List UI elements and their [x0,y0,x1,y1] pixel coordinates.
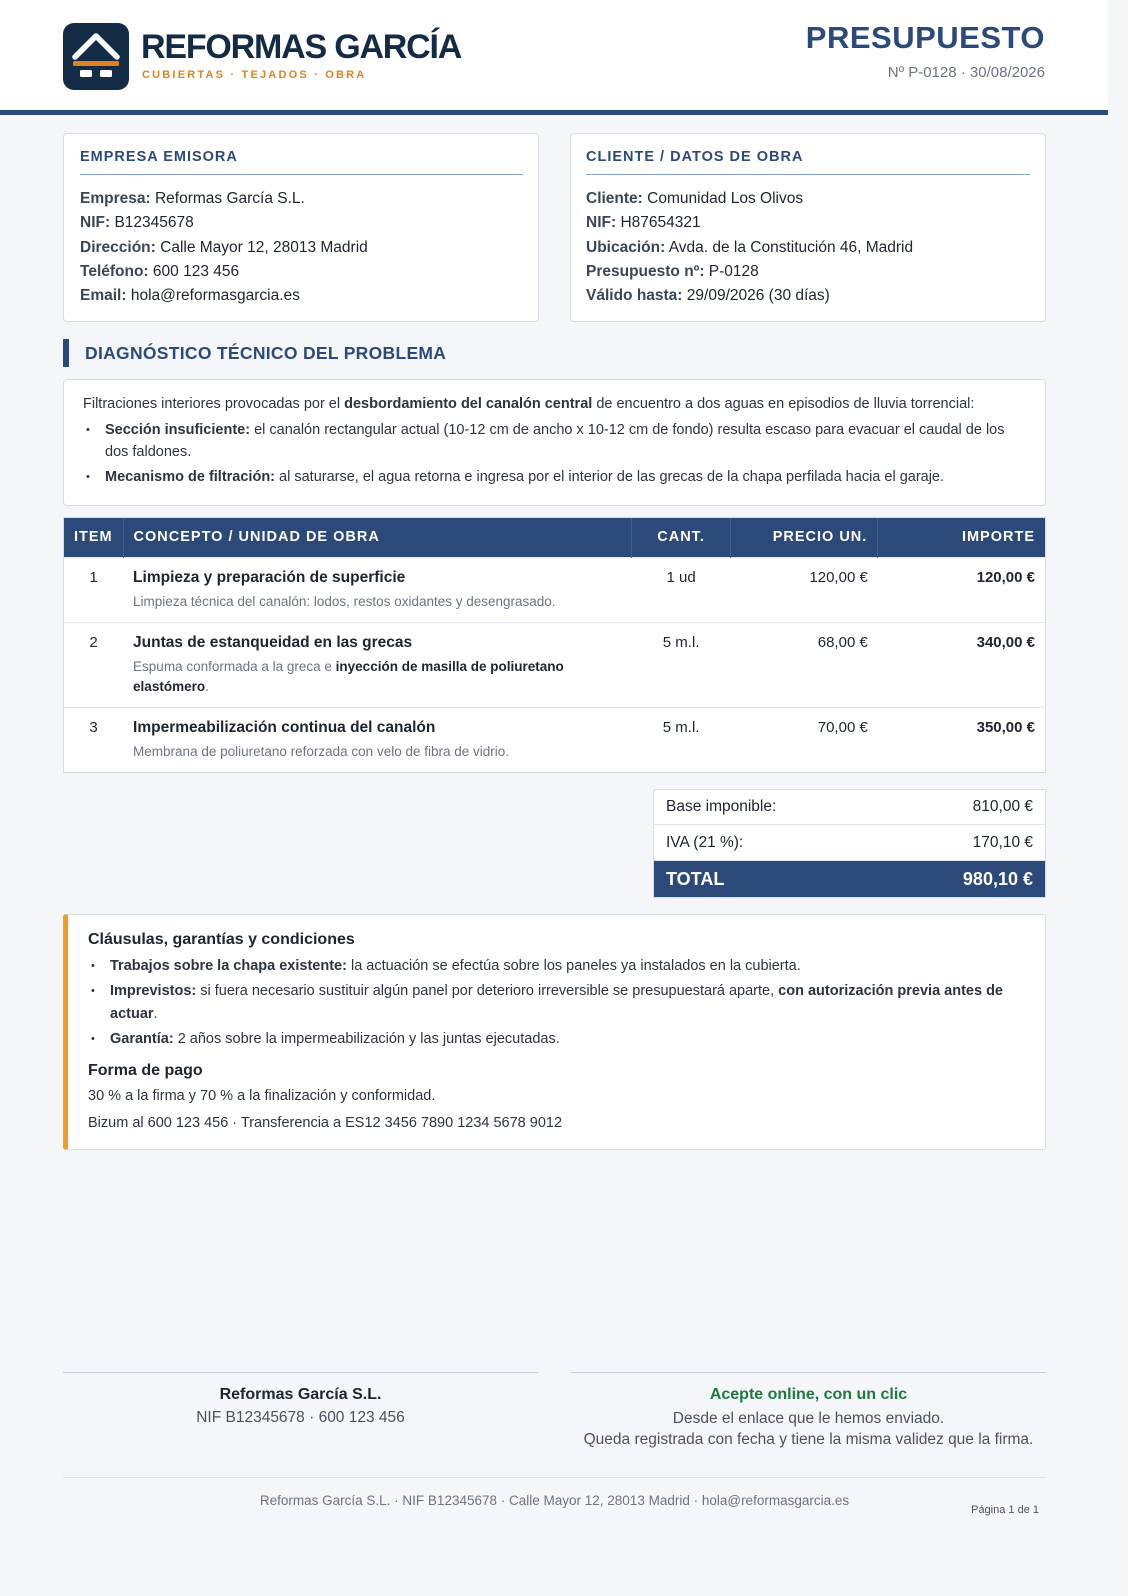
row-concept [123,707,632,772]
online-accept-block [571,1372,1046,1450]
client-nif: NIF: H87654321 [586,214,701,232]
base-value: 810,00 € [972,798,1033,815]
diagnosis-heading: DIAGNÓSTICO TÉCNICO DEL PROBLEMA [63,339,446,367]
row-qty: 5 m.l. [662,718,700,736]
concept-title: Limpieza y preparación de superficie [133,568,406,586]
diagnosis-card [63,379,1046,506]
diagnosis-list [83,419,1026,489]
client-location: Ubicación: Avda. de la Constitución 46, Madrid [586,238,914,256]
totals-box [653,789,1046,898]
signature-company-details: NIF B12345678 · 600 123 456 [196,1409,405,1426]
signature-company-name: Reformas García S.L. [219,1386,382,1403]
row-price: 68,00 € [817,633,868,651]
row-concept [123,622,632,707]
table-header-row [64,518,1045,557]
row-qty: 5 m.l. [662,633,700,651]
row-amount: 120,00 € [976,568,1035,586]
table-row [64,557,1045,622]
items-table [63,517,1046,773]
brand-tagline: CUBIERTAS · TEJADOS · OBRA [142,69,367,81]
row-amount: 340,00 € [976,633,1035,651]
payment-title: Forma de pago [88,1062,203,1079]
concept-desc: Espuma conformada a la greca e inyección de masilla de poliuretano elastómero. [133,658,564,694]
row-qty: 1 ud [666,568,696,586]
page-footer: Reformas García S.L. · NIF B12345678 · Calle Mayor 12, 28013 Madrid · hola@reformasgarcia.es [63,1477,1046,1508]
clauses-card [63,914,1046,1150]
vat-value: 170,10 € [972,833,1033,851]
clause-item: • Imprevistos: si fuera necesario sustituir algún panel por deterioro irreversible se presupuestará aparte, con autorización previa antes de actuar. [88,980,1025,1027]
issuer-phone: Teléfono: 600 123 456 [80,262,240,280]
col-qty: CANT. [632,518,731,557]
client-title: CLIENTE / DATOS DE OBRA [586,149,1030,175]
issuer-email: Email: hola@reformasgarcia.es [80,287,300,305]
issuer-title: EMPRESA EMISORA [80,149,523,175]
col-amount: IMPORTE [961,529,1035,546]
clauses-list [88,955,1025,1051]
document-title: PRESUPUESTO [805,20,1045,55]
row-amount: 350,00 € [976,718,1035,736]
client-name: Cliente: Comunidad Los Olivos [586,190,804,207]
payment-terms: 30 % a la firma y 70 % a la finalización y conformidad. [88,1088,436,1104]
online-accept-line-1: Desde el enlace que le hemos enviado. [672,1410,945,1427]
concept-desc: Limpieza técnica del canalón: lodos, restos oxidantes y desengrasado. [133,593,556,609]
issuer-company: Empresa: Reformas García S.L. [80,190,305,207]
concept-title: Impermeabilización continua del canalón [133,718,436,736]
clause-item: • Garantía: 2 años sobre la impermeabilización y las juntas ejecutadas. [88,1028,1025,1052]
document-header [0,0,1108,115]
house-icon [63,23,129,90]
total-value: 980,10 € [962,868,1033,889]
client-card [570,133,1046,322]
diagnosis-intro: Filtraciones interiores provocadas por el desbordamiento del canalón central de encuentro a dos aguas en episodios de lluvia torrencial: [83,396,975,412]
concept-desc: Membrana de poliuretano reforzada con velo de fibra de vidrio. [133,743,510,759]
total-row [654,861,1045,897]
row-price: 120,00 € [809,568,868,586]
base-label: Base imponible: [666,798,777,815]
brand-name: REFORMAS GARCÍA [141,28,462,66]
issuer-card [63,133,539,322]
col-concept: CONCEPTO / UNIDAD DE OBRA [123,518,632,557]
online-accept-title: Acepte online, con un clic [709,1386,908,1403]
row-item: 1 [89,568,98,586]
clause-item: • Trabajos sobre la chapa existente: la actuación se efectúa sobre los paneles ya instalados en la cubierta. [88,955,1025,979]
row-concept [123,557,632,622]
row-price: 70,00 € [817,718,868,736]
client-valid-until: Válido hasta: 29/09/2026 (30 días) [586,287,830,305]
vat-label: IVA (21 %): [666,833,744,851]
base-row [654,790,1045,825]
online-accept-line-2: Queda registrada con fecha y tiene la misma validez que la firma. [583,1431,1034,1448]
table-row [64,622,1045,707]
col-item: ITEM [64,518,123,557]
row-item: 2 [89,633,98,651]
page-number: Página 1 de 1 [971,1504,1039,1516]
company-logo [63,23,129,90]
table-row [64,707,1045,772]
vat-row [654,825,1045,861]
company-signature-block [63,1372,538,1427]
total-label: TOTAL [666,868,725,889]
issuer-nif: NIF: B12345678 [80,214,194,232]
diagnosis-bullet: • Sección insuficiente: el canalón rectangular actual (10-12 cm de ancho x 10-12 cm de fondo) resulta escaso para evacuar el caudal de los dos faldones. [83,419,1026,464]
diagnosis-bullet: • Mecanismo de filtración: al saturarse, el agua retorna e ingresa por el interior de las grecas de la chapa perfilada hacia el garaje. [83,466,1026,489]
row-item: 3 [89,718,98,736]
clauses-title: Cláusulas, garantías y condiciones [88,931,355,948]
payment-methods: Bizum al 600 123 456 · Transferencia a ES12 3456 7890 1234 5678 9012 [88,1115,563,1131]
concept-title: Juntas de estanqueidad en las grecas [133,633,413,651]
document-number-date: Nº P-0128 · 30/08/2026 [887,64,1045,81]
issuer-address: Dirección: Calle Mayor 12, 28013 Madrid [80,238,368,256]
col-price: PRECIO UN. [731,518,878,557]
client-quote-number: Presupuesto nº: P-0128 [586,262,759,280]
